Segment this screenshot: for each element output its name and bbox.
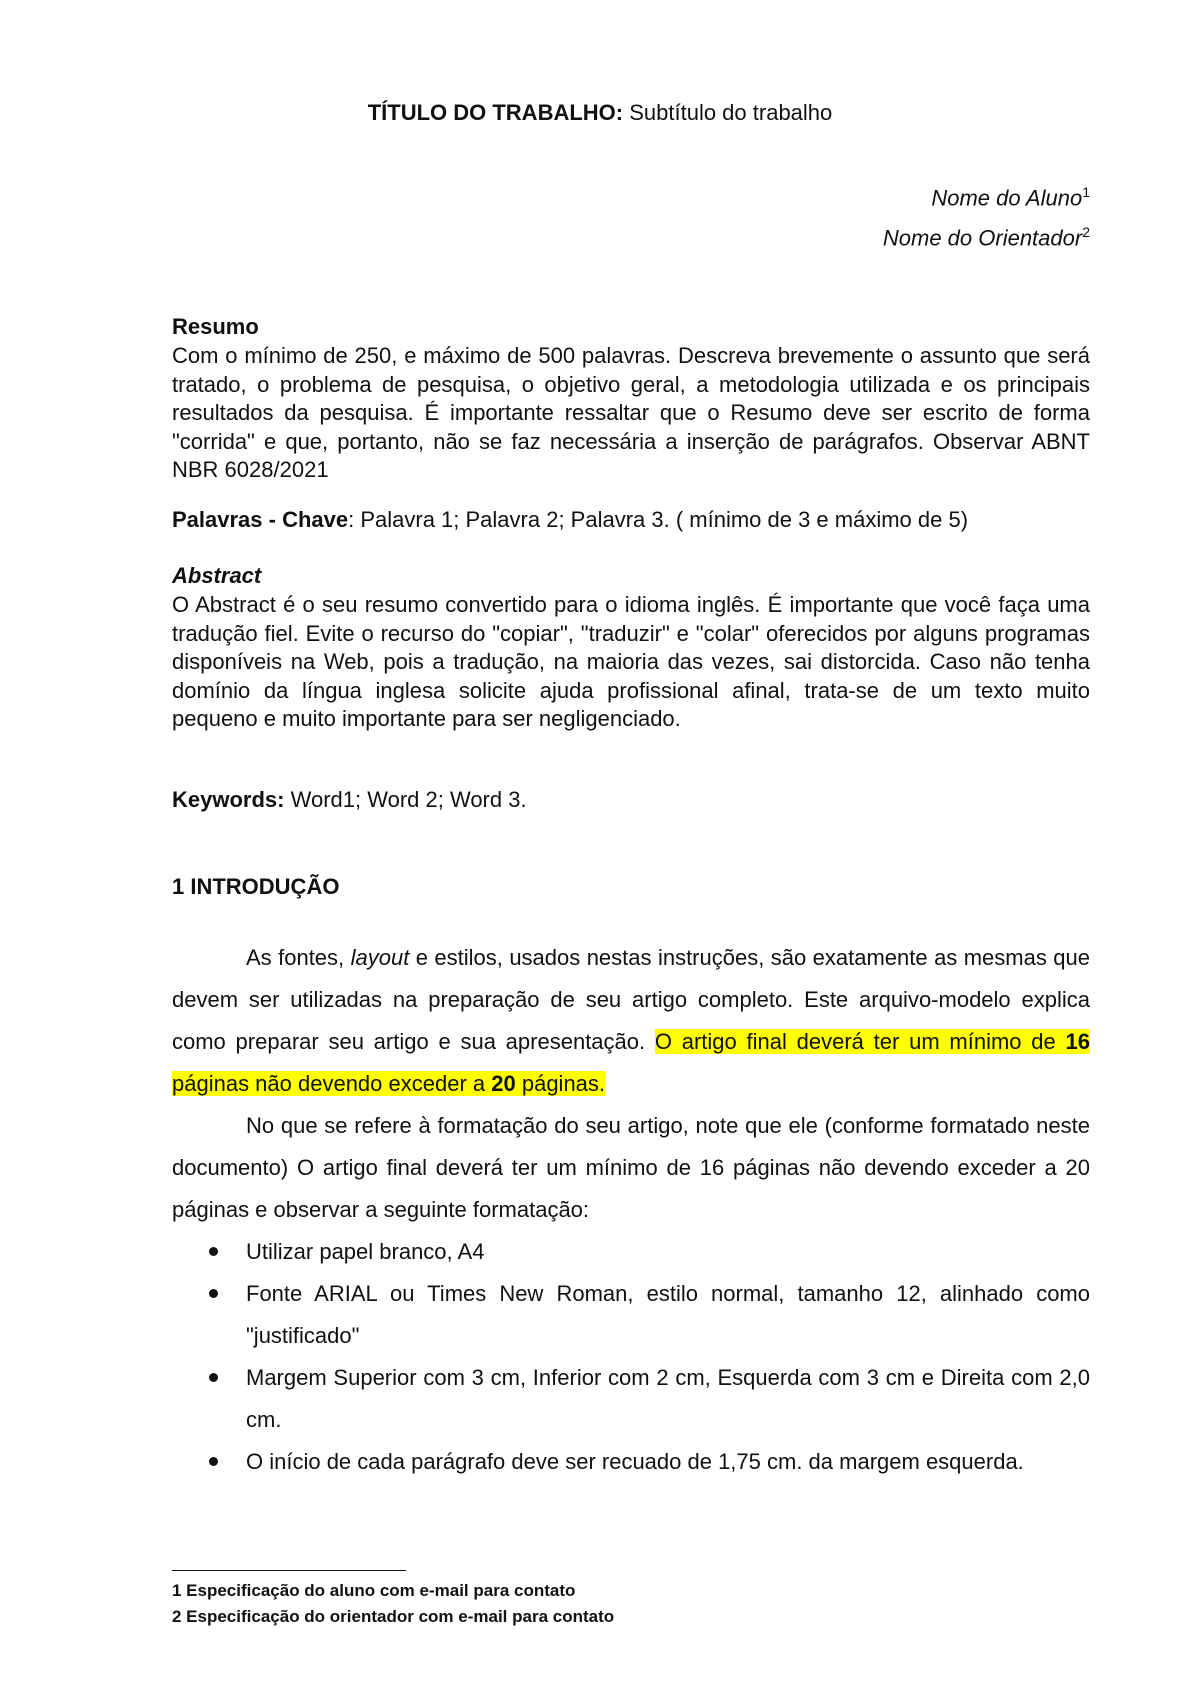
- title-main: TÍTULO DO TRABALHO:: [367, 100, 624, 125]
- abstract-text: O Abstract é o seu resumo convertido para o idioma inglês. É importante que você faça uma tradução fiel. Evite o recurso do "copiar", "traduzir" e "colar" oferecidos por alguns programas disponíveis na Web, pois a tradução, na maioria das vezes, sai distorcida. Caso não tenha domínio da língua inglesa solicite ajuda profissional afinal, trata-se de um texto muito pequeno e muito importante para ser negligenciado.: [172, 592, 1090, 731]
- title-subtitle: Subtítulo do trabalho: [629, 100, 833, 125]
- student-footnote-mark: 1: [1082, 184, 1090, 200]
- list-item: Fonte ARIAL ou Times New Roman, estilo normal, tamanho 12, alinhado como "justificado": [172, 1273, 1090, 1357]
- resumo-heading: Resumo: [172, 314, 259, 339]
- author-advisor: [883, 224, 1090, 251]
- keywords-text: Word1; Word 2; Word 3.: [284, 787, 527, 812]
- intro-heading-block: [172, 872, 1090, 902]
- abstract-heading: Abstract: [172, 563, 262, 588]
- list-item: Utilizar papel branco, A4: [172, 1231, 1090, 1273]
- intro-heading: 1 INTRODUÇÃO: [172, 874, 340, 899]
- intro-paragraph-1: As fontes, layout e estilos, usados nestas instruções, são exatamente as mesmas que devem ser utilizadas na preparação de seu artigo completo. Este arquivo-modelo explica como preparar seu artigo e sua apresentação. O artigo final deverá ter um mínimo de 16 páginas não devendo exceder a 20 páginas.: [172, 945, 1090, 1096]
- footnote-separator: [172, 1570, 406, 1571]
- footnote-2: 2 Especificação do orientador com e-mail para contato: [172, 1607, 615, 1626]
- footnote-1: 1 Especificação do aluno com e-mail para contato: [172, 1581, 576, 1600]
- footnotes: [172, 1578, 872, 1630]
- page-title: [0, 100, 1200, 126]
- list-item: Margem Superior com 3 cm, Inferior com 2 cm, Esquerda com 3 cm e Direita com 2,0 cm.: [172, 1357, 1090, 1441]
- intro-paragraph-2: No que se refere à formatação do seu artigo, note que ele (conforme formatado neste documento) O artigo final deverá ter um mínimo de 16 páginas não devendo exceder a 20 páginas e observar a seguinte formatação:: [172, 1113, 1090, 1222]
- abstract-section: [172, 561, 1090, 734]
- keywords-section: [172, 785, 1090, 815]
- student-name: Nome do Aluno: [931, 185, 1083, 211]
- intro-section: [172, 937, 1090, 1483]
- resumo-text: Com o mínimo de 250, e máximo de 500 palavras. Descreva brevemente o assunto que será tratado, o problema de pesquisa, o objetivo geral, a metodologia utilizada e os principais resultados da pesquisa. É importante ressaltar que o Resumo deve ser escrito de forma "corrida" e que, portanto, não se faz necessária a inserção de parágrafos. Observar ABNT NBR 6028/2021: [172, 343, 1090, 482]
- palavras-chave-text: : Palavra 1; Palavra 2; Palavra 3. ( mínimo de 3 e máximo de 5): [348, 507, 969, 532]
- resumo-section: [172, 312, 1090, 485]
- palavras-chave-label: Palavras - Chave: [172, 507, 349, 532]
- author-student: [931, 184, 1090, 211]
- advisor-name: Nome do Orientador: [882, 225, 1083, 251]
- highlighted-requirement: O artigo final deverá ter um mínimo de 16 páginas não devendo exceder a 20 páginas.: [172, 1029, 1090, 1096]
- keywords-label: Keywords:: [172, 787, 285, 812]
- list-item: O início de cada parágrafo deve ser recuado de 1,75 cm. da margem esquerda.: [172, 1441, 1090, 1483]
- palavras-chave-section: [172, 505, 1090, 535]
- advisor-footnote-mark: 2: [1082, 224, 1090, 240]
- formatting-list: [172, 1231, 1090, 1483]
